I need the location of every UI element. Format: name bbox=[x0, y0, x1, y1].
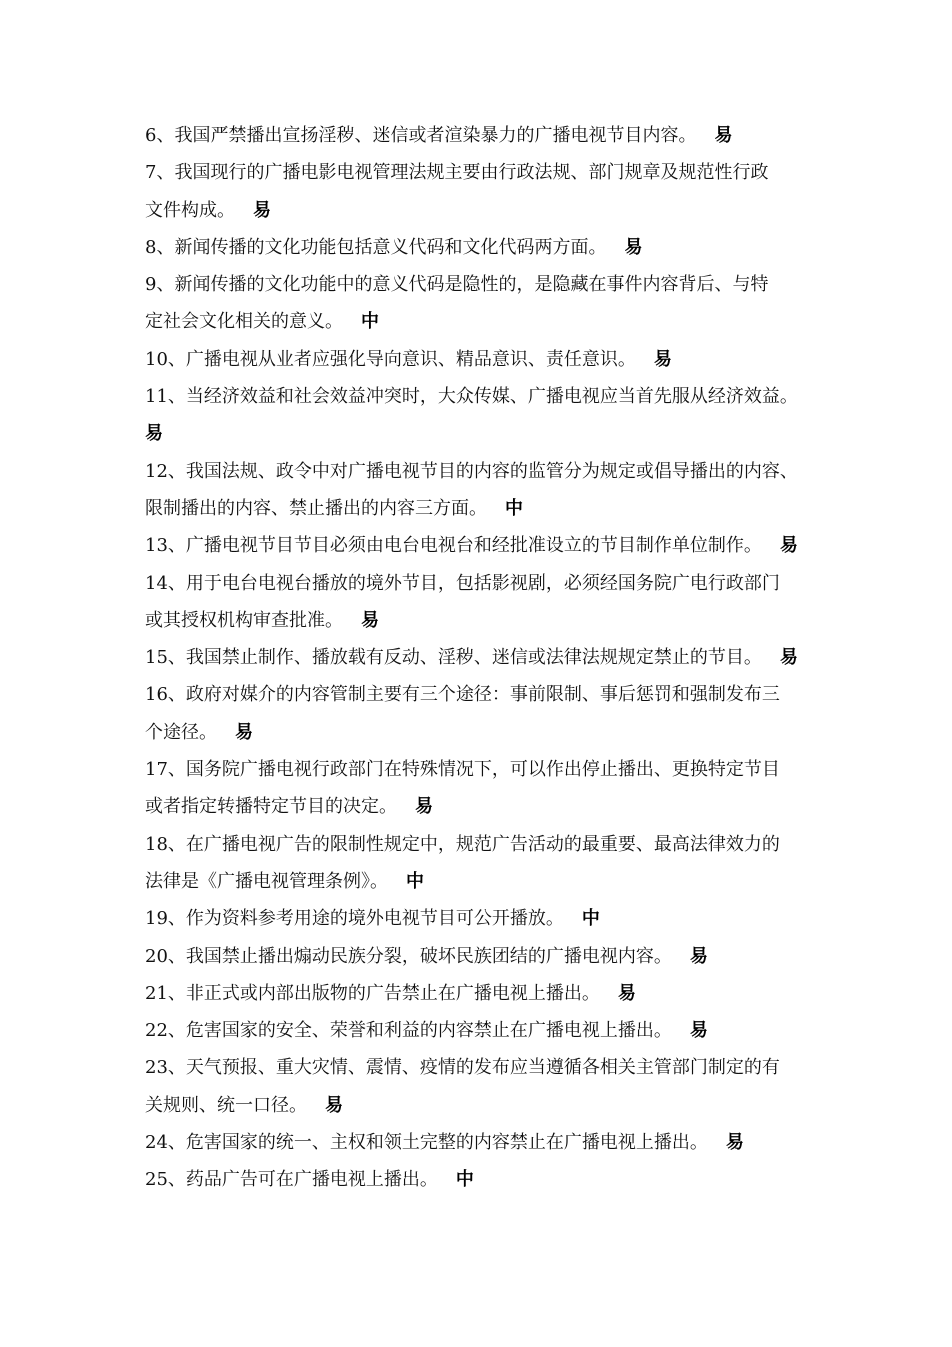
question-text: 13、广播电视节目节目必须由电台电视台和经批准设立的节目制作单位制作。 bbox=[145, 535, 762, 557]
question-item bbox=[145, 527, 813, 564]
question-text: 25、药品广告可在广播电视上播出。 bbox=[145, 1169, 438, 1191]
question-line bbox=[145, 1049, 813, 1086]
difficulty-label: 中 bbox=[505, 497, 523, 519]
question-line bbox=[145, 490, 813, 527]
question-item bbox=[145, 1161, 813, 1198]
question-item bbox=[145, 751, 813, 826]
question-line bbox=[145, 788, 813, 825]
question-text: 法律是《广播电视管理条例》。 bbox=[145, 870, 388, 892]
question-line bbox=[145, 1124, 813, 1161]
question-item bbox=[145, 229, 813, 266]
difficulty-label: 易 bbox=[714, 125, 733, 146]
question-line bbox=[145, 676, 813, 713]
question-text: 12、我国法规、政令中对广播电视节目的内容的监管分为规定或倡导播出的内容、 bbox=[145, 460, 798, 482]
difficulty-label: 易 bbox=[253, 199, 271, 221]
question-line bbox=[145, 341, 813, 378]
question-text: 14、用于电台电视台播放的境外节目，包括影视剧，必须经国务院广电行政部门 bbox=[145, 572, 780, 594]
question-item bbox=[145, 900, 813, 937]
question-line bbox=[145, 527, 813, 564]
question-item bbox=[145, 565, 813, 640]
difficulty-label: 易 bbox=[617, 982, 636, 1004]
question-line bbox=[145, 1161, 813, 1198]
question-item bbox=[145, 676, 813, 751]
question-line bbox=[145, 602, 813, 639]
question-item bbox=[145, 639, 813, 676]
question-line bbox=[145, 639, 813, 676]
question-line bbox=[145, 751, 813, 788]
question-line bbox=[145, 565, 813, 602]
question-line bbox=[145, 154, 813, 191]
question-line bbox=[145, 266, 813, 303]
question-list bbox=[145, 117, 813, 1199]
question-text: 20、我国禁止播出煽动民族分裂，破坏民族团结的广播电视内容。 bbox=[145, 945, 672, 967]
question-text: 文件构成。 bbox=[145, 199, 235, 221]
question-text: 8、新闻传播的文化功能包括意义代码和文化代码两方面。 bbox=[145, 236, 607, 258]
question-text: 或其授权机构审查批准。 bbox=[145, 609, 343, 631]
question-text: 17、国务院广播电视行政部门在特殊情况下，可以作出停止播出、更换特定节目 bbox=[145, 759, 780, 781]
question-line bbox=[145, 1087, 813, 1124]
question-text: 7、我国现行的广播电影电视管理法规主要由行政法规、部门规章及规范性行政 bbox=[145, 162, 769, 184]
question-line bbox=[145, 117, 813, 154]
difficulty-label: 易 bbox=[361, 609, 379, 631]
difficulty-label: 中 bbox=[581, 908, 600, 930]
question-line bbox=[145, 714, 813, 751]
question-line bbox=[145, 192, 813, 229]
difficulty-label: 易 bbox=[779, 647, 798, 669]
question-text: 19、作为资料参考用途的境外电视节目可公开播放。 bbox=[145, 908, 564, 930]
difficulty-label: 易 bbox=[145, 423, 163, 445]
question-line bbox=[145, 229, 813, 266]
question-line bbox=[145, 415, 813, 452]
difficulty-label: 易 bbox=[725, 1132, 744, 1154]
question-text: 23、天气预报、重大灾情、震情、疫情的发布应当遵循各相关主管部门制定的有 bbox=[145, 1057, 780, 1079]
difficulty-label: 易 bbox=[325, 1094, 343, 1116]
question-line bbox=[145, 1012, 813, 1049]
difficulty-label: 易 bbox=[689, 1020, 708, 1042]
question-item bbox=[145, 1049, 813, 1124]
question-item bbox=[145, 938, 813, 975]
question-line bbox=[145, 863, 813, 900]
question-text: 个途径。 bbox=[145, 721, 217, 743]
difficulty-label: 易 bbox=[779, 535, 798, 557]
question-text: 18、在广播电视广告的限制性规定中，规范广告活动的最重要、最高法律效力的 bbox=[145, 833, 780, 855]
question-text: 21、非正式或内部出版物的广告禁止在广播电视上播出。 bbox=[145, 982, 600, 1004]
difficulty-label: 易 bbox=[653, 348, 672, 370]
question-line bbox=[145, 900, 813, 937]
question-text: 11、当经济效益和社会效益冲突时，大众传媒、广播电视应当首先服从经济效益。 bbox=[145, 386, 798, 408]
question-text: 16、政府对媒介的内容管制主要有三个途径：事前限制、事后惩罚和强制发布三 bbox=[145, 684, 780, 706]
question-text: 6、我国严禁播出宣扬淫秽、迷信或者渲染暴力的广播电视节目内容。 bbox=[145, 125, 697, 146]
question-text: 10、广播电视从业者应强化导向意识、精品意识、责任意识。 bbox=[145, 348, 636, 370]
difficulty-label: 易 bbox=[415, 796, 433, 818]
question-line bbox=[145, 303, 813, 340]
difficulty-label: 易 bbox=[235, 721, 253, 743]
question-line bbox=[145, 938, 813, 975]
question-item bbox=[145, 1012, 813, 1049]
question-text: 限制播出的内容、禁止播出的内容三方面。 bbox=[145, 497, 487, 519]
question-item bbox=[145, 154, 813, 229]
question-item bbox=[145, 378, 813, 453]
question-item bbox=[145, 826, 813, 901]
difficulty-label: 易 bbox=[624, 236, 643, 258]
question-text: 关规则、统一口径。 bbox=[145, 1094, 307, 1116]
question-text: 定社会文化相关的意义。 bbox=[145, 311, 343, 333]
difficulty-label: 中 bbox=[406, 870, 424, 892]
question-line bbox=[145, 378, 813, 415]
question-text: 24、危害国家的统一、主权和领土完整的内容禁止在广播电视上播出。 bbox=[145, 1132, 708, 1154]
difficulty-label: 中 bbox=[361, 311, 379, 333]
question-line bbox=[145, 453, 813, 490]
question-text: 9、新闻传播的文化功能中的意义代码是隐性的，是隐藏在事件内容背后、与特 bbox=[145, 274, 769, 296]
question-line bbox=[145, 975, 813, 1012]
question-text: 15、我国禁止制作、播放载有反动、淫秽、迷信或法律法规规定禁止的节目。 bbox=[145, 647, 762, 669]
question-item bbox=[145, 453, 813, 528]
question-item bbox=[145, 117, 813, 154]
question-text: 22、危害国家的安全、荣誉和利益的内容禁止在广播电视上播出。 bbox=[145, 1020, 672, 1042]
question-line bbox=[145, 826, 813, 863]
question-item bbox=[145, 341, 813, 378]
question-item bbox=[145, 1124, 813, 1161]
difficulty-label: 中 bbox=[455, 1169, 474, 1191]
question-text: 或者指定转播特定节目的决定。 bbox=[145, 796, 397, 818]
question-item bbox=[145, 266, 813, 341]
question-item bbox=[145, 975, 813, 1012]
difficulty-label: 易 bbox=[689, 945, 708, 967]
